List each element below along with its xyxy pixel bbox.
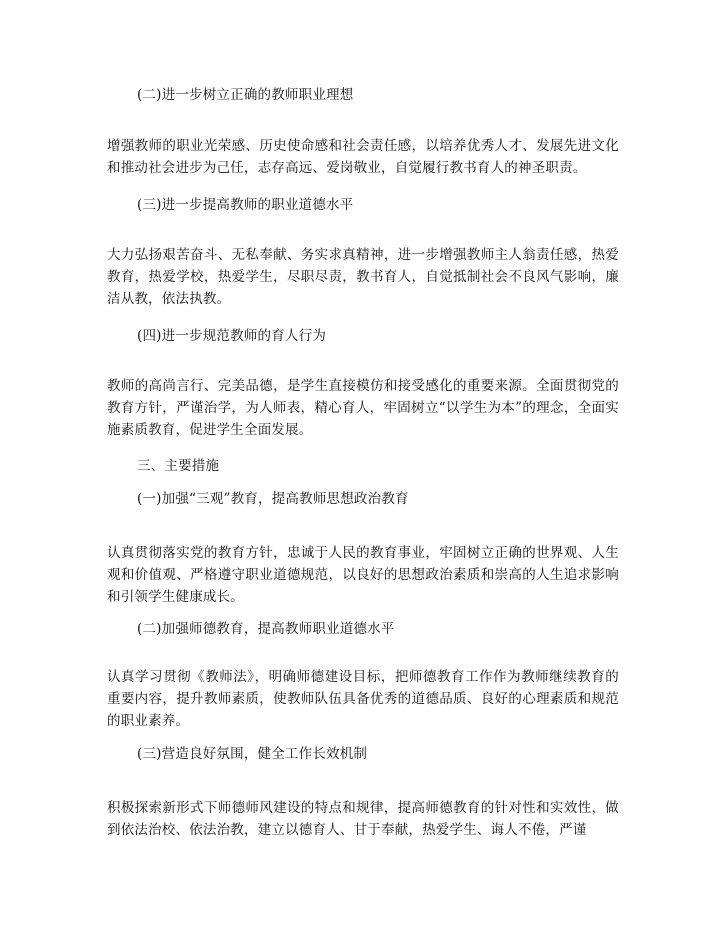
section-heading-4: (四)进一步规范教师的育人行为 [137, 328, 327, 344]
section-paragraph-3: 大力弘扬艰苦奋斗、无私奉献、务实求真精神，进一步增强教师主人翁责任感，热爱教育，热爱学校，热爱学生，尽职尽责，教书育人，自觉抵制社会不良风气影响，廉洁从教，依法执教。 [107, 247, 619, 307]
section-heading-2: (二)进一步树立正确的教师职业理想 [137, 87, 354, 103]
section-heading-3: (三)进一步提高教师的职业道德水平 [137, 197, 354, 213]
section-paragraph-4: 教师的高尚言行、完美品德，是学生直接模仿和接受感化的重要来源。全面贯彻党的教育方针，严谨治学，为人师表，精心育人，牢固树立“以学生为本”的理念，全面实施素质教育，促进学生全面发展。 [107, 378, 619, 438]
measure-heading-2: (二)加强师德教育，提高教师职业道德水平 [137, 621, 395, 637]
part-title: 三、主要措施 [137, 458, 220, 474]
measure-paragraph-3: 积极探索新形式下师德师风建设的特点和规律，提高师德教育的针对性和实效性，做到依法治校、依法治教，建立以德育人、甘于奉献，热爱学生、诲人不倦，严谨 [107, 800, 619, 838]
measure-heading-3: (三)营造良好氛围，健全工作长效机制 [137, 746, 368, 762]
measure-heading-1: (一)加强“三观”教育，提高教师思想政治教育 [137, 491, 409, 507]
measure-paragraph-2: 认真学习贯彻《教师法》，明确师德建设目标，把师德教育工作作为教师继续教育的重要内容，提升教师素质，使教师队伍具备优秀的道德品质、良好的心理素质和规范的职业素养。 [107, 669, 619, 729]
section-paragraph-2: 增强教师的职业光荣感、历史使命感和社会责任感，以培养优秀人才、发展先进文化和推动社会进步为己任，志存高远、爱岗敬业，自觉履行教书育人的神圣职责。 [107, 138, 619, 176]
measure-paragraph-1: 认真贯彻落实党的教育方针，忠诚于人民的教育事业，牢固树立正确的世界观、人生观和价值观、严格遵守职业道德规范，以良好的思想政治素质和崇高的人生追求影响和引领学生健康成长。 [107, 545, 619, 605]
